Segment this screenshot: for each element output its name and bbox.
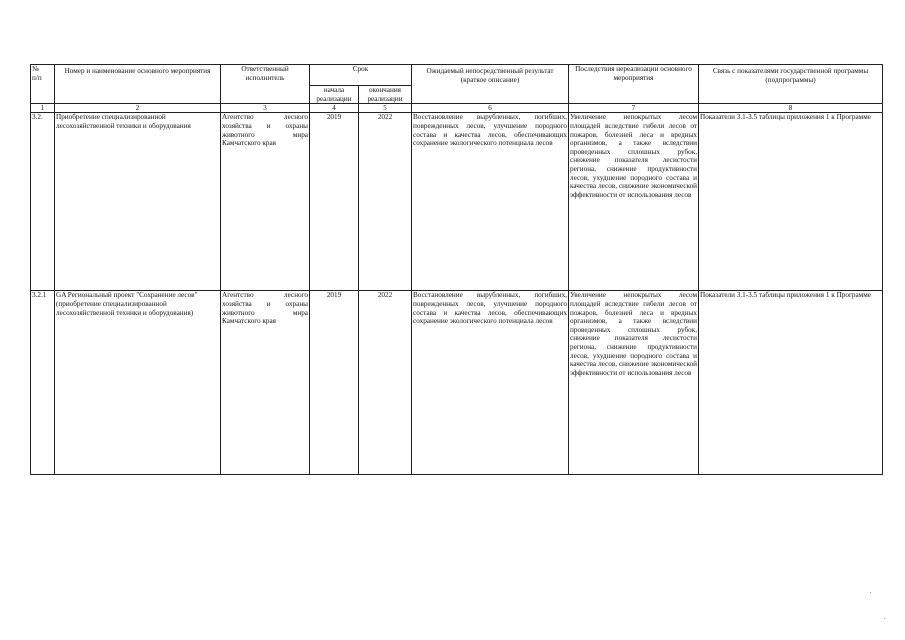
header-end: окончания реализации — [359, 86, 412, 104]
program-link: Показатели 3.1-3.5 таблицы приложения 1 к Программе — [699, 291, 883, 475]
table-row — [31, 291, 883, 475]
program-link: Показатели 3.1-3.5 таблицы приложения 1 к Программе — [699, 113, 883, 291]
row-number: 3.2. — [31, 113, 55, 291]
scan-speck — [870, 592, 871, 593]
end-year: 2022 — [359, 113, 412, 291]
column-number: 6 — [412, 104, 569, 113]
activity-name: Приобретение специализированной лесохозяйственной техники и оборудования — [55, 113, 221, 291]
column-number: 5 — [359, 104, 412, 113]
consequences: Увеличение непокрытых лесом площадей вследствие гибели лесов от пожаров, болезней леса и вредных организмов, а также вследствии проведенных сплошных рубок, снижение показателя лесистости региона, снижение продуктивности лесов, ухудшение породного состава и качества лесов, снижение экономической эффективности от использования лесов — [569, 113, 699, 291]
header-row — [31, 65, 883, 86]
column-number: 1 — [31, 104, 55, 113]
start-year: 2019 — [310, 113, 359, 291]
header-activity-name: Номер и наименование основного мероприятия — [55, 65, 221, 104]
row-number: 3.2.1 — [31, 291, 55, 475]
activity-name: GA Региональный проект "Сохранение лесов" (приобретение специализированной лесохозяйственной техники и оборудования) — [55, 291, 221, 475]
header-consequences: Последствия нереализации основного мероприятия — [569, 65, 699, 104]
expected-result: Восстановление вырубленных, погибших, поврежденных лесов, улучшение породного состава и качества лесов, обеспечивающих сохранение экологического потенциала лесов — [412, 113, 569, 291]
header-program-link: Связь с показателями государственной программы (подпрограммы) — [699, 65, 883, 104]
column-number: 3 — [221, 104, 310, 113]
table-row — [31, 113, 883, 291]
header-number: № п/п — [31, 65, 55, 104]
consequences: Увеличение непокрытых лесом площадей вследствие гибели лесов от пожаров, болезней леса и вредных организмов, а также вследствии проведенных сплошных рубок, снижение показателя лесистости региона, снижение продуктивности лесов, ухудшение породного состава и качества лесов, снижение экономической эффективности от использования лесов — [569, 291, 699, 475]
executor: Агентство лесного хозяйства и охраны животного мира Камчатского края — [221, 291, 310, 475]
executor: Агентство лесного хозяйства и охраны животного мира Камчатского края — [221, 113, 310, 291]
header-executor: Ответственный исполнитель — [221, 65, 310, 104]
scan-speck — [884, 618, 885, 619]
header-start: начала реализации — [310, 86, 359, 104]
activities-table — [30, 64, 883, 475]
column-number: 2 — [55, 104, 221, 113]
column-number: 4 — [310, 104, 359, 113]
header-term: Срок — [310, 65, 412, 86]
column-number: 8 — [699, 104, 883, 113]
column-number-row — [31, 104, 883, 113]
end-year: 2022 — [359, 291, 412, 475]
column-number: 7 — [569, 104, 699, 113]
header-expected-result: Ожидаемый непосредственный результат (краткое описание) — [412, 65, 569, 104]
start-year: 2019 — [310, 291, 359, 475]
expected-result: Восстановление вырубленных, погибших, поврежденных лесов, улучшение породного состава и качества лесов, обеспечивающих сохранение экологического потенциала лесов — [412, 291, 569, 475]
